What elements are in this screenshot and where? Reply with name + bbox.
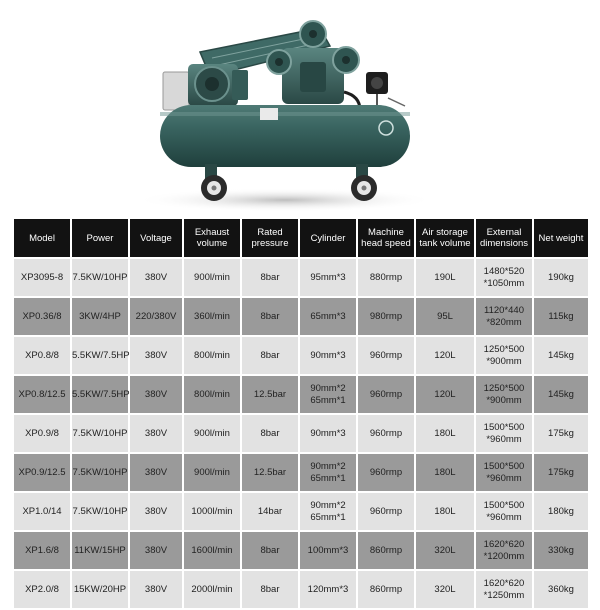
- header-cylinder: [300, 219, 356, 257]
- cell-line: 8bar: [260, 349, 280, 361]
- cell-line: XP3095-8: [20, 271, 64, 283]
- cell-line: XP1.6/8: [25, 544, 59, 556]
- cell-external-dimensions: [476, 493, 532, 530]
- cell-net-weight: [534, 298, 588, 335]
- cell-line: 1250*500: [483, 343, 525, 355]
- cell-line: 120L: [434, 349, 456, 361]
- cell-line: 360l/min: [194, 310, 230, 322]
- cell-line: 90mm*3: [310, 349, 346, 361]
- header-power: [72, 219, 128, 257]
- cell-line: 1500*500: [483, 499, 525, 511]
- cell-voltage: [130, 571, 182, 608]
- cell-line: 120L: [434, 388, 456, 400]
- cell-line: XP0.8/8: [25, 349, 59, 361]
- cell-line: 1250*500: [483, 382, 525, 394]
- cell-rated-pressure: [242, 376, 298, 413]
- cell-line: 5.5KW/7.5HP: [72, 388, 130, 400]
- table-row: [14, 298, 588, 335]
- cell-model: [14, 376, 70, 413]
- cell-cylinder: [300, 532, 356, 569]
- header-line: volume: [196, 238, 228, 249]
- cell-voltage: [130, 454, 182, 491]
- cell-net-weight: [534, 259, 588, 296]
- cell-line: 880rmp: [369, 271, 403, 283]
- header-model: [14, 219, 70, 257]
- cell-line: 960rmp: [369, 427, 403, 439]
- cell-line: 380V: [144, 583, 168, 595]
- cell-voltage: [130, 337, 182, 374]
- cell-machine-head-speed: [358, 571, 414, 608]
- cell-power: [72, 571, 128, 608]
- specification-table: [12, 217, 590, 610]
- cell-external-dimensions: [476, 532, 532, 569]
- cell-line: 8bar: [260, 583, 280, 595]
- cell-line: 2000l/min: [191, 583, 233, 595]
- header-line: dimensions: [479, 238, 529, 249]
- cell-machine-head-speed: [358, 259, 414, 296]
- cell-power: [72, 532, 128, 569]
- cell-line: 360kg: [548, 583, 574, 595]
- cell-power: [72, 376, 128, 413]
- cell-model: [14, 454, 70, 491]
- cell-line: 12.5bar: [253, 466, 287, 478]
- cell-air-storage-tank-volume: [416, 493, 474, 530]
- cell-line: *960mm: [486, 472, 522, 484]
- cell-air-storage-tank-volume: [416, 337, 474, 374]
- cell-line: *900mm: [486, 355, 522, 367]
- cell-exhaust-volume: [184, 532, 240, 569]
- cell-rated-pressure: [242, 493, 298, 530]
- cell-line: 960rmp: [369, 505, 403, 517]
- cell-line: 90mm*2: [310, 460, 346, 472]
- cell-line: 3KW/4HP: [79, 310, 121, 322]
- cell-line: 95mm*3: [310, 271, 346, 283]
- cell-line: 175kg: [548, 466, 574, 478]
- cell-line: 180kg: [548, 505, 574, 517]
- cell-air-storage-tank-volume: [416, 532, 474, 569]
- cell-air-storage-tank-volume: [416, 454, 474, 491]
- table-row: [14, 571, 588, 608]
- header-line: Net weight: [538, 232, 584, 244]
- cell-line: 1600l/min: [191, 544, 233, 556]
- cell-line: 220/380V: [135, 310, 177, 322]
- cell-line: *960mm: [486, 433, 522, 445]
- cell-model: [14, 415, 70, 452]
- cell-line: 7.5KW/10HP: [72, 466, 128, 478]
- cell-line: 100mm*3: [307, 544, 349, 556]
- cell-line: 65mm*1: [310, 472, 346, 484]
- cell-line: 7.5KW/10HP: [72, 271, 128, 283]
- cell-voltage: [130, 259, 182, 296]
- header-net-weight: [534, 219, 588, 257]
- cell-power: [72, 259, 128, 296]
- cell-line: *1050mm: [483, 277, 525, 289]
- cell-line: 65mm*1: [310, 394, 346, 406]
- cell-line: 330kg: [548, 544, 574, 556]
- cell-model: [14, 298, 70, 335]
- cell-voltage: [130, 493, 182, 530]
- cell-air-storage-tank-volume: [416, 298, 474, 335]
- cell-machine-head-speed: [358, 454, 414, 491]
- header-line: tank volume: [419, 238, 471, 249]
- cell-line: 180L: [434, 505, 456, 517]
- cell-cylinder: [300, 454, 356, 491]
- cell-external-dimensions: [476, 298, 532, 335]
- table-body: [14, 259, 588, 608]
- rear-wheel: [351, 164, 377, 201]
- cell-exhaust-volume: [184, 571, 240, 608]
- cell-line: *900mm: [486, 394, 522, 406]
- cell-power: [72, 493, 128, 530]
- cell-air-storage-tank-volume: [416, 259, 474, 296]
- cell-line: 11KW/15HP: [74, 544, 126, 556]
- cell-rated-pressure: [242, 532, 298, 569]
- cell-exhaust-volume: [184, 454, 240, 491]
- cell-external-dimensions: [476, 415, 532, 452]
- header-air-storage-tank-volume: [416, 219, 474, 257]
- cell-machine-head-speed: [358, 376, 414, 413]
- header-line: Power: [86, 232, 114, 244]
- cell-line: 860rmp: [369, 583, 403, 595]
- cell-line: 380V: [144, 466, 168, 478]
- cell-power: [72, 337, 128, 374]
- header-line: Exhaust: [194, 227, 230, 238]
- cell-line: 180L: [434, 427, 456, 439]
- header-line: Rated: [257, 227, 283, 238]
- cell-line: 8bar: [260, 544, 280, 556]
- cell-line: 14bar: [257, 505, 283, 517]
- cell-line: 180L: [434, 466, 456, 478]
- cell-cylinder: [300, 493, 356, 530]
- cell-line: 860rmp: [369, 544, 403, 556]
- header-line: head speed: [361, 238, 411, 249]
- cell-rated-pressure: [242, 454, 298, 491]
- cell-line: XP0.9/12.5: [18, 466, 66, 478]
- cell-line: 95L: [437, 310, 453, 322]
- cell-line: 190kg: [548, 271, 574, 283]
- cell-net-weight: [534, 376, 588, 413]
- cell-net-weight: [534, 532, 588, 569]
- cell-net-weight: [534, 571, 588, 608]
- cell-line: 980rmp: [369, 310, 403, 322]
- cell-exhaust-volume: [184, 415, 240, 452]
- cell-line: 380V: [144, 544, 168, 556]
- cell-line: XP2.0/8: [25, 583, 59, 595]
- cell-air-storage-tank-volume: [416, 415, 474, 452]
- cell-line: XP1.0/14: [22, 505, 62, 517]
- cell-line: 120mm*3: [307, 583, 349, 595]
- cell-model: [14, 493, 70, 530]
- cell-line: *960mm: [486, 511, 522, 523]
- cell-line: 1620*620: [483, 538, 525, 550]
- table-header-row: [14, 219, 588, 257]
- floor-shadow: [135, 188, 435, 212]
- cell-line: 380V: [144, 349, 168, 361]
- cell-external-dimensions: [476, 571, 532, 608]
- cell-cylinder: [300, 415, 356, 452]
- control-box: [163, 72, 189, 110]
- cell-line: 5.5KW/7.5HP: [72, 349, 130, 361]
- cell-rated-pressure: [242, 571, 298, 608]
- cell-line: XP0.9/8: [25, 427, 59, 439]
- cell-power: [72, 454, 128, 491]
- front-wheel: [201, 164, 227, 201]
- cell-line: 320L: [434, 583, 456, 595]
- cell-net-weight: [534, 337, 588, 374]
- cell-line: 1480*520: [483, 265, 525, 277]
- pressure-switch: [366, 72, 405, 110]
- cell-cylinder: [300, 376, 356, 413]
- cell-line: 960rmp: [369, 349, 403, 361]
- cell-rated-pressure: [242, 415, 298, 452]
- cell-line: 90mm*2: [310, 382, 346, 394]
- cell-model: [14, 571, 70, 608]
- cell-model: [14, 532, 70, 569]
- cell-line: 380V: [144, 388, 168, 400]
- cell-external-dimensions: [476, 337, 532, 374]
- table-row: [14, 415, 588, 452]
- header-line: Voltage: [140, 232, 172, 244]
- cell-line: 145kg: [548, 349, 574, 361]
- cell-machine-head-speed: [358, 298, 414, 335]
- cell-line: 7.5KW/10HP: [72, 505, 128, 517]
- cell-line: XP0.36/8: [22, 310, 62, 322]
- cell-line: 1620*620: [483, 577, 525, 589]
- table-row: [14, 337, 588, 374]
- cell-air-storage-tank-volume: [416, 376, 474, 413]
- cell-voltage: [130, 532, 182, 569]
- cell-line: 1500*500: [483, 460, 525, 472]
- header-machine-head-speed: [358, 219, 414, 257]
- table-row: [14, 376, 588, 413]
- cell-line: 380V: [144, 427, 168, 439]
- cell-rated-pressure: [242, 259, 298, 296]
- cell-line: 320L: [434, 544, 456, 556]
- cell-line: 145kg: [548, 388, 574, 400]
- cell-line: 8bar: [260, 310, 280, 322]
- cell-voltage: [130, 298, 182, 335]
- cell-line: 175kg: [548, 427, 574, 439]
- table-row: [14, 532, 588, 569]
- cell-cylinder: [300, 337, 356, 374]
- cell-net-weight: [534, 493, 588, 530]
- cell-model: [14, 259, 70, 296]
- cell-line: 115kg: [548, 310, 574, 322]
- cell-machine-head-speed: [358, 532, 414, 569]
- cell-line: 960rmp: [369, 466, 403, 478]
- header-rated-pressure: [242, 219, 298, 257]
- cell-line: 380V: [144, 505, 168, 517]
- cell-cylinder: [300, 298, 356, 335]
- header-external-dimensions: [476, 219, 532, 257]
- cell-rated-pressure: [242, 337, 298, 374]
- cell-power: [72, 298, 128, 335]
- cell-line: XP0.8/12.5: [18, 388, 66, 400]
- cell-machine-head-speed: [358, 415, 414, 452]
- cell-line: 900l/min: [194, 466, 230, 478]
- table-row: [14, 454, 588, 491]
- header-voltage: [130, 219, 182, 257]
- cell-line: 900l/min: [194, 271, 230, 283]
- header-line: Model: [29, 232, 55, 244]
- header-line: External: [486, 227, 522, 238]
- cell-cylinder: [300, 259, 356, 296]
- cell-line: 190L: [434, 271, 456, 283]
- cell-line: 7.5KW/10HP: [72, 427, 128, 439]
- header-exhaust-volume: [184, 219, 240, 257]
- cell-line: 90mm*2: [310, 499, 346, 511]
- header-line: Air storage: [422, 227, 468, 238]
- cell-machine-head-speed: [358, 337, 414, 374]
- cell-exhaust-volume: [184, 337, 240, 374]
- cell-voltage: [130, 376, 182, 413]
- cell-net-weight: [534, 454, 588, 491]
- electric-motor: [188, 64, 248, 106]
- cell-line: *1250mm: [483, 589, 525, 601]
- cell-external-dimensions: [476, 259, 532, 296]
- cell-voltage: [130, 415, 182, 452]
- cell-line: 65mm*1: [310, 511, 346, 523]
- cell-line: 960rmp: [369, 388, 403, 400]
- header-line: Cylinder: [310, 232, 346, 244]
- cell-line: 380V: [144, 271, 168, 283]
- cell-line: 800l/min: [194, 349, 230, 361]
- cell-line: 65mm*3: [310, 310, 346, 322]
- cell-rated-pressure: [242, 298, 298, 335]
- cell-exhaust-volume: [184, 298, 240, 335]
- cell-exhaust-volume: [184, 493, 240, 530]
- cell-line: 1120*440: [484, 304, 524, 316]
- table-row: [14, 259, 588, 296]
- cell-net-weight: [534, 415, 588, 452]
- cell-exhaust-volume: [184, 376, 240, 413]
- cell-line: 8bar: [260, 427, 280, 439]
- cell-air-storage-tank-volume: [416, 571, 474, 608]
- cell-line: *1200mm: [483, 550, 525, 562]
- cell-line: 12.5bar: [253, 388, 287, 400]
- cell-cylinder: [300, 571, 356, 608]
- cell-external-dimensions: [476, 376, 532, 413]
- air-compressor-image: [0, 0, 600, 212]
- cell-external-dimensions: [476, 454, 532, 491]
- cell-line: 1500*500: [483, 421, 525, 433]
- tank-label: [260, 108, 278, 120]
- cell-model: [14, 337, 70, 374]
- cell-line: *820mm: [486, 316, 522, 328]
- cell-line: 90mm*3: [310, 427, 346, 439]
- cell-line: 8bar: [260, 271, 280, 283]
- cell-line: 800l/min: [194, 388, 230, 400]
- cell-machine-head-speed: [358, 493, 414, 530]
- cell-line: 900l/min: [194, 427, 230, 439]
- table-row: [14, 493, 588, 530]
- cell-line: 1000l/min: [191, 505, 233, 517]
- cell-line: 15KW/20HP: [73, 583, 127, 595]
- cell-power: [72, 415, 128, 452]
- cell-exhaust-volume: [184, 259, 240, 296]
- header-line: pressure: [251, 238, 289, 249]
- header-line: Machine: [368, 227, 404, 238]
